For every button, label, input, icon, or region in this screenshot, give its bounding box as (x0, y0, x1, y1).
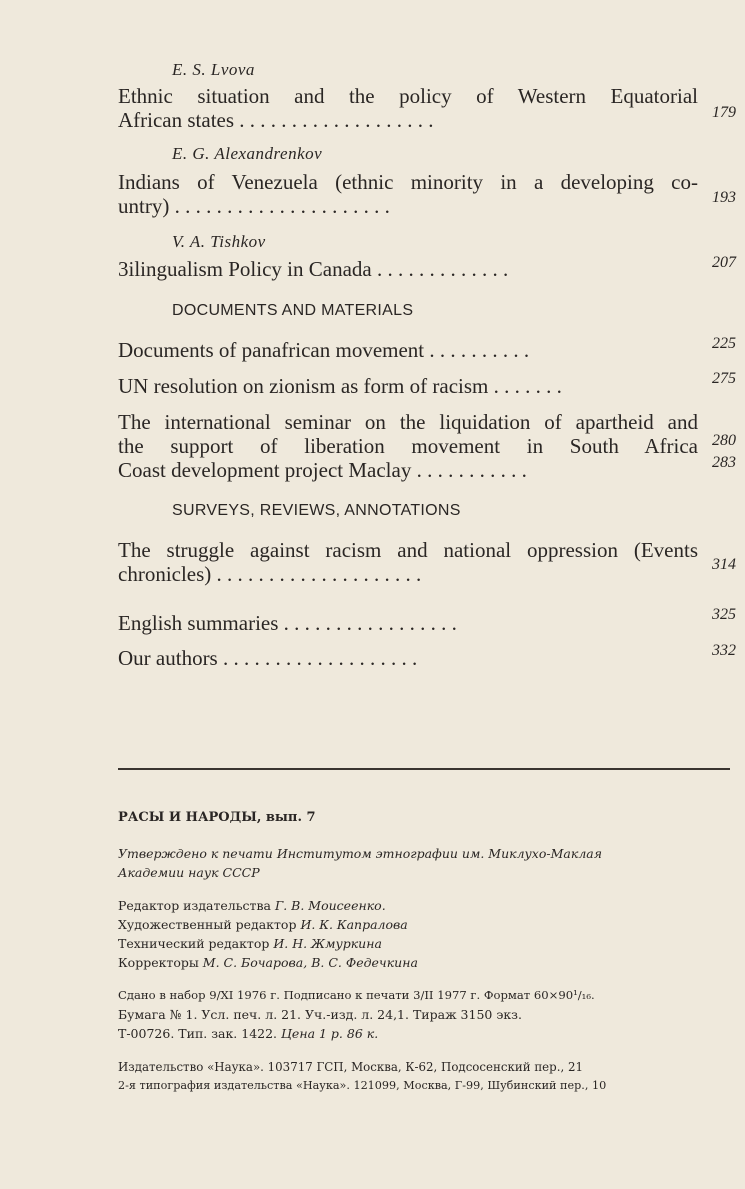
imprint-art-editor: Художественный редактор И. К. Капралова (118, 917, 408, 932)
toc-entry-title: Indians of Venezuela (ethnic minority in a developing co- untry) . . . . . . . . . . . . . . . . . . . . . (118, 170, 698, 218)
toc-page-number: 325 (712, 606, 736, 623)
toc-entry-title: Coast development project Maclay . . . . . . . . . . . (118, 458, 527, 482)
toc-page-number: 283 (712, 454, 736, 471)
section-heading-surveys: SURVEYS, REVIEWS, ANNOTATIONS (172, 502, 461, 519)
imprint-print-line-2: Бумага № 1. Усл. печ. л. 21. Уч.-изд. л. 24,1. Тираж 3150 экз. (118, 1007, 522, 1022)
toc-author: E. S. Lvova (172, 60, 255, 79)
section-heading-documents: DOCUMENTS AND MATERIALS (172, 302, 414, 319)
imprint-publisher-line-2: 2-я типография издательства «Наука». 121099, Москва, Г-99, Шубинский пер., 10 (118, 1079, 607, 1092)
toc-entry-title: 3ilingualism Policy in Canada . . . . . . . . . . . . . (118, 257, 509, 281)
toc-page-number: 280 (712, 432, 736, 449)
imprint-tech-editor: Технический редактор И. Н. Жмуркина (118, 936, 382, 951)
imprint-publisher-line-1: Издательство «Наука». 103717 ГСП, Москва, К-62, Подсосенский пер., 21 (118, 1060, 583, 1074)
imprint-print-line-3: Т-00726. Тип. зак. 1422. Цена 1 р. 86 к. (118, 1026, 379, 1041)
divider-rule (118, 768, 730, 770)
imprint-approved-line-1: Утверждено к печати Институтом этнографии им. Миклухо-Маклая (118, 846, 603, 861)
imprint-correctors: Корректоры М. С. Бочарова, В. С. Федечкина (118, 955, 418, 970)
toc-page-number: 225 (712, 335, 736, 352)
toc-author: V. A. Tishkov (172, 232, 266, 251)
toc-author: E. G. Alexandrenkov (172, 144, 323, 163)
imprint-print-line-1: Сдано в набор 9/XI 1976 г. Подписано к печати 3/II 1977 г. Формат 60×90¹/₁₆. (118, 988, 595, 1002)
imprint-approved-line-2: Академии наук СССР (118, 865, 260, 880)
toc-entry-title: UN resolution on zionism as form of racism . . . . . . . (118, 374, 562, 398)
toc-entry-title: Documents of panafrican movement . . . . . . . . . . (118, 338, 530, 362)
toc-entry-title: The international seminar on the liquidation of apartheid and the support of liberation movement in South Africa (118, 410, 698, 458)
toc-entry-title: Our authors . . . . . . . . . . . . . . . . . . . (118, 646, 418, 670)
toc-page-number: 207 (712, 254, 736, 271)
toc-entry-title: Ethnic situation and the policy of Western Equatorial African states . . . . . . . . . . . . . . . . . . . (118, 84, 698, 132)
toc-page-number: 275 (712, 370, 736, 387)
toc-page-number: 332 (712, 642, 736, 659)
toc-page-number: 179 (712, 104, 736, 121)
toc-entry-title: English summaries . . . . . . . . . . . . . . . . . (118, 611, 457, 635)
imprint-title: РАСЫ И НАРОДЫ, вып. 7 (118, 810, 316, 825)
imprint-editor: Редактор издательства Г. В. Моисеенко. (118, 898, 386, 913)
toc-entry-title: The struggle against racism and national oppression (Events chronicles) . . . . . . . . . . . . . . . . . . . . (118, 538, 698, 586)
toc-page-number: 314 (712, 556, 736, 573)
toc-page-number: 193 (712, 189, 736, 206)
